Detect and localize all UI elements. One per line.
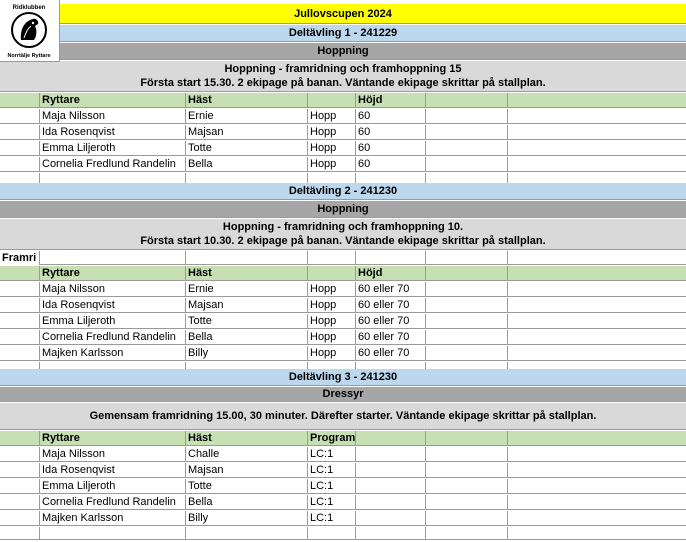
cell[interactable]: Hopp [308,109,356,123]
cell[interactable] [508,511,686,525]
table-row [0,511,686,526]
cell[interactable]: Hopp [308,141,356,155]
cell[interactable] [508,447,686,461]
cell[interactable] [40,527,186,539]
cell[interactable]: Hopp [308,330,356,344]
cell[interactable]: Emma Liljeroth [40,479,186,493]
cell[interactable] [426,447,508,461]
cell[interactable] [508,93,686,107]
cell[interactable]: Program [310,432,356,444]
cell[interactable] [0,282,40,296]
cell[interactable] [356,431,426,445]
cell[interactable] [508,282,686,296]
table-row [0,314,686,329]
cell[interactable]: Bella [186,330,308,344]
cell[interactable] [508,495,686,509]
cell[interactable] [0,527,40,539]
cell[interactable] [426,527,508,539]
cell[interactable]: LC:1 [308,463,356,477]
cell[interactable]: Challe [186,447,308,461]
section-2-info-line-2: Första start 10.30. 2 ekipage på banan. Väntande ekipage skrittar på stallplan. [140,235,546,247]
cell[interactable]: Maja Nilsson [40,447,186,461]
cell[interactable]: Hopp [308,346,356,360]
cell[interactable] [508,527,686,539]
cell[interactable] [426,298,508,312]
cell[interactable]: Majsan [186,298,308,312]
cell[interactable]: Maja Nilsson [40,282,186,296]
section-2-discipline: Hoppning [0,201,686,218]
section-3-info [0,403,686,430]
cell[interactable]: Cornelia Fredlund Randelin [40,157,186,171]
cell[interactable]: 60 eller 70 [356,298,426,312]
cell[interactable]: Ernie [186,282,308,296]
cell[interactable]: 60 [356,157,426,171]
section-2-info-line-1: Hoppning - framridning och framhoppning 10. [222,221,464,233]
cell[interactable]: LC:1 [308,495,356,509]
cell[interactable] [0,93,40,107]
cell[interactable] [426,495,508,509]
section-2-heading: Deltävling 2 - 241230 [0,183,686,200]
cell[interactable]: 60 [356,125,426,139]
cell[interactable] [356,251,426,264]
cell[interactable] [356,511,426,525]
cell[interactable] [0,330,40,344]
cup-title-row [0,4,686,24]
cell[interactable]: Hopp [308,282,356,296]
cell[interactable]: Häst [186,431,308,445]
cell[interactable]: Hopp [308,314,356,328]
cell[interactable]: Ida Rosenqvist [40,463,186,477]
section-2-framri-row [0,251,686,265]
table-row [0,495,686,510]
cell[interactable]: Emma Liljeroth [40,314,186,328]
table-row [0,109,686,124]
cell[interactable] [0,447,40,461]
section-1-header-row [0,93,686,108]
cell[interactable]: Hopp [308,298,356,312]
cell[interactable]: Maja Nilsson [40,109,186,123]
section-1-info [0,61,686,92]
section-3-heading: Deltävling 3 - 241230 [0,369,686,386]
svg-text:Ridklubben: Ridklubben [12,5,46,11]
table-row [0,298,686,313]
cell[interactable]: Ryttare [40,266,186,280]
table-row [0,479,686,494]
horse-logo-icon [0,0,58,60]
section-3-header-row [0,431,686,446]
cell[interactable]: 60 [356,141,426,155]
cell[interactable]: Majsan [186,463,308,477]
cell[interactable] [508,314,686,328]
cell[interactable] [186,527,308,539]
cell[interactable]: Cornelia Fredlund Randelin [40,495,186,509]
cell[interactable]: 60 eller 70 [356,314,426,328]
cell[interactable] [0,463,40,477]
cell[interactable] [508,330,686,344]
cell[interactable] [426,282,508,296]
cell[interactable]: Höjd [356,93,426,107]
cell[interactable] [0,266,40,280]
cell[interactable] [508,109,686,123]
cell[interactable]: Höjd [356,266,426,280]
section-2-header-row [0,266,686,281]
cell[interactable] [308,266,356,280]
cell[interactable] [426,431,508,445]
cell[interactable]: Ryttare [40,431,186,445]
cell[interactable] [356,447,426,461]
cell[interactable] [426,157,508,171]
cell[interactable]: Billy [186,511,308,525]
section-1-info-line-2: Första start 15.30. 2 ekipage på banan. Väntande ekipage skrittar på stallplan. [140,77,546,89]
table-row [0,282,686,297]
cell[interactable] [0,125,40,139]
cell[interactable]: Ryttare [40,93,186,107]
cell[interactable]: Totte [186,314,308,328]
cell[interactable] [308,527,356,539]
cell[interactable] [426,266,508,280]
cell[interactable] [426,463,508,477]
cell[interactable]: Häst [186,93,308,107]
cell[interactable] [356,463,426,477]
cell[interactable] [0,346,40,360]
cell[interactable]: Ernie [186,109,308,123]
cell[interactable]: 60 eller 70 [356,282,426,296]
section-2-info [0,219,686,250]
cell[interactable] [426,93,508,107]
cell[interactable] [356,527,426,539]
cell[interactable]: Totte [186,479,308,493]
section-1-info-line-1: Hoppning - framridning och framhoppning 15 [224,63,462,75]
cell[interactable] [426,141,508,155]
cell[interactable] [508,479,686,493]
cell[interactable] [508,251,686,264]
cell[interactable] [40,251,186,264]
cell[interactable] [426,330,508,344]
cell[interactable]: Bella [186,157,308,171]
table-row [0,125,686,140]
cell[interactable]: 60 [356,109,426,123]
cell[interactable]: Majsan [186,125,308,139]
cell[interactable] [508,346,686,360]
cell[interactable]: 60 eller 70 [356,330,426,344]
cell[interactable] [0,431,40,445]
cell[interactable]: Emma Liljeroth [40,141,186,155]
cell[interactable]: Majken Karlsson [40,511,186,525]
cell[interactable] [508,463,686,477]
section-3-info-line-1: Gemensam framridning 15.00, 30 minuter. Därefter starter. Väntande ekipage skrittar på stallplan. [89,410,597,422]
cell[interactable]: LC:1 [308,447,356,461]
table-row [0,141,686,156]
cell[interactable] [426,251,508,264]
cell[interactable]: Ida Rosenqvist [40,298,186,312]
cell[interactable]: Häst [186,266,308,280]
cell[interactable] [508,266,686,280]
cell[interactable] [508,141,686,155]
cell[interactable] [508,125,686,139]
cell[interactable]: Cornelia Fredlund Randelin [40,330,186,344]
cup-title: Jullovscupen 2024 [294,7,392,20]
cell[interactable]: 60 eller 70 [356,346,426,360]
cell[interactable] [356,479,426,493]
cell[interactable]: Billy [186,346,308,360]
cell[interactable] [0,511,40,525]
cell[interactable] [426,346,508,360]
cell[interactable] [308,251,356,264]
empty-row [0,527,686,540]
section-3-discipline: Dressyr [0,387,686,402]
table-row [0,346,686,361]
cell[interactable] [0,141,40,155]
section-1-discipline: Hoppning [0,43,686,60]
cell[interactable] [0,495,40,509]
cell[interactable]: Totte [186,141,308,155]
cell[interactable] [0,314,40,328]
club-logo [0,0,60,62]
cell[interactable] [426,314,508,328]
cell[interactable] [508,157,686,171]
cell[interactable] [0,479,40,493]
table-row [0,463,686,478]
cell[interactable] [0,157,40,171]
cell[interactable] [0,298,40,312]
svg-text:Norrtälje Ryttare: Norrtälje Ryttare [7,53,51,59]
cell[interactable] [0,109,40,123]
cell[interactable] [308,93,356,107]
table-row [0,447,686,462]
cell[interactable]: Majken Karlsson [40,346,186,360]
table-row [0,330,686,345]
cell[interactable] [508,298,686,312]
cell[interactable]: Hopp [308,157,356,171]
framri-label: Framri [0,251,40,265]
cell[interactable] [426,479,508,493]
cell[interactable] [426,125,508,139]
cell[interactable] [508,431,686,445]
cell[interactable] [426,511,508,525]
section-1-heading: Deltävling 1 - 241229 [0,25,686,42]
cell[interactable] [186,251,308,264]
table-row [0,157,686,172]
cell[interactable] [426,109,508,123]
cell[interactable]: LC:1 [308,511,356,525]
cell[interactable]: Bella [186,495,308,509]
cell[interactable]: Ida Rosenqvist [40,125,186,139]
cell[interactable] [356,495,426,509]
cell[interactable]: Hopp [308,125,356,139]
cell[interactable]: LC:1 [308,479,356,493]
